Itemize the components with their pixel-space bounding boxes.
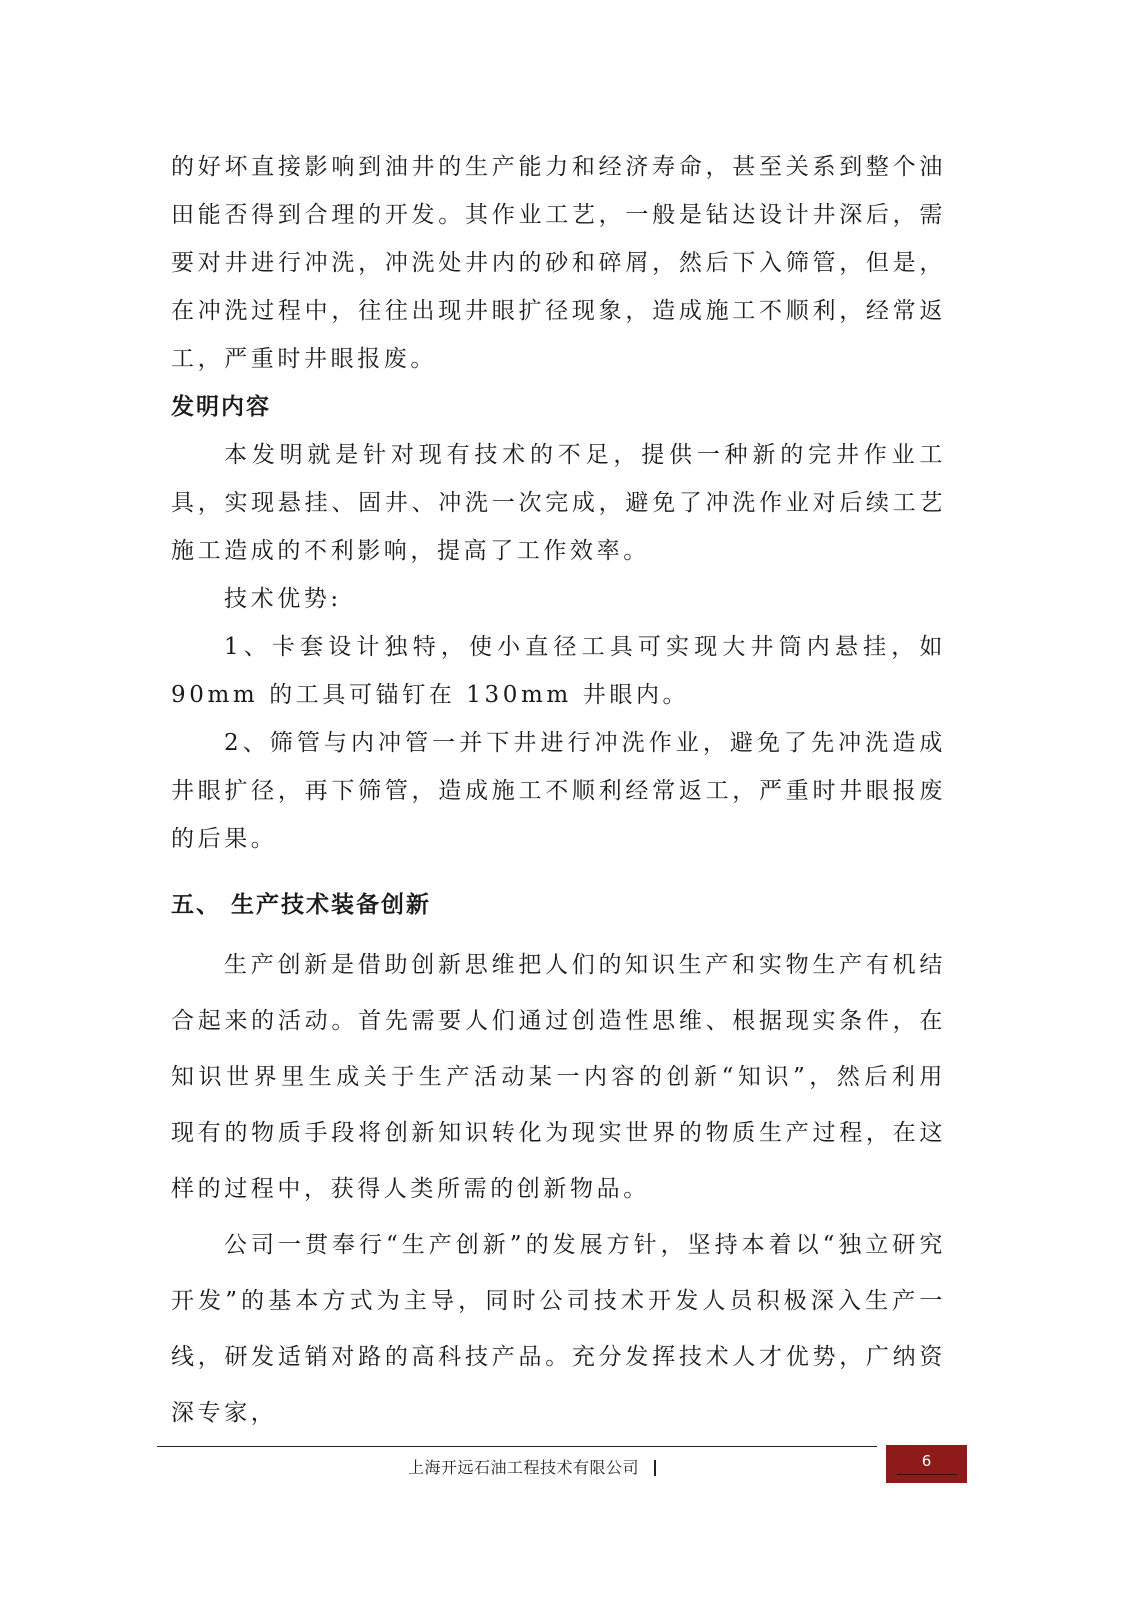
footer-separator-bar [654, 1460, 656, 1476]
advantages-label: 技术优势: [224, 586, 342, 612]
invention-paragraph: 本发明就是针对现有技术的不足，提供一种新的完井作业工具，实现悬挂、固井、冲洗一次完成，避免了冲洗作业对后续工艺施工造成的不利影响，提高了工作效率。 [171, 442, 946, 564]
section-heading-production-innovation: 五、 生产技术装备创新 [171, 891, 432, 918]
page-body [171, 143, 946, 1441]
page-number: 6 [921, 1452, 932, 1470]
advantage-item-1: 1、卡套设计独特，使小直径工具可实现大井筒内悬挂，如 90mm 的工具可锚钉在 130mm 井眼内。 [171, 634, 946, 708]
footer-divider [157, 1446, 877, 1447]
page-number-underline [897, 1474, 957, 1475]
production-paragraph-2: 公司一贯奉行“生产创新”的发展方针，坚持本着以“独立研究开发”的基本方式为主导，同时公司技术开发人员积极深入生产一线，研发适销对路的高科技产品。充分发挥技术人才优势，广纳资深专家， [171, 1232, 946, 1426]
production-paragraph-1: 生产创新是借助创新思维把人们的知识生产和实物生产有机结合起来的活动。首先需要人们通过创造性思维、根据现实条件，在知识世界里生成关于生产活动某一内容的创新“知识”，然后利用现有的物质手段将创新知识转化为现实世界的物质生产过程，在这样的过程中，获得人类所需的创新物品。 [171, 952, 946, 1202]
page-number-badge [886, 1445, 967, 1483]
advantage-item-2: 2、筛管与内冲管一并下井进行冲洗作业，避免了先冲洗造成井眼扩径，再下筛管，造成施工不顺利经常返工，严重时井眼报废的后果。 [171, 730, 946, 852]
continued-paragraph: 的好坏直接影响到油井的生产能力和经济寿命，甚至关系到整个油田能否得到合理的开发。其作业工艺，一般是钻达设计井深后，需要对井进行冲洗，冲洗处井内的砂和碎屑，然后下入筛管，但是，在冲洗过程中，往往出现井眼扩径现象，造成施工不顺利，经常返工，严重时井眼报废。 [171, 154, 946, 372]
heading-invention-content: 发明内容 [171, 393, 271, 420]
footer-company-name: 上海开远石油工程技术有限公司 [408, 1458, 640, 1477]
